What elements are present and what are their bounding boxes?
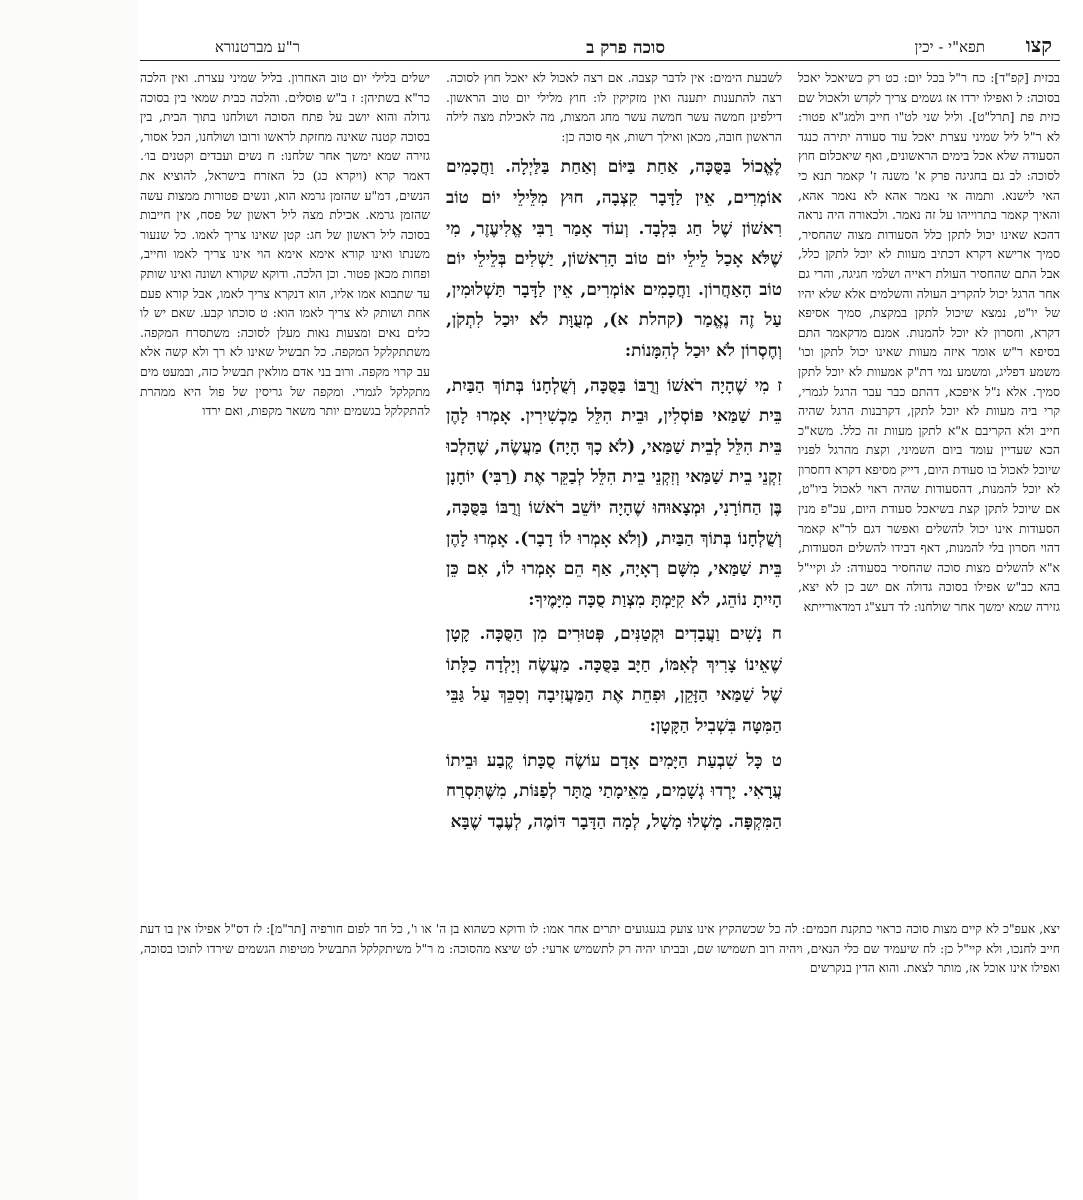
commentary-label-yachin: תפא"י - יכין bbox=[914, 38, 985, 56]
bartenura-intro-text: לשבעת הימים: אין לדבר קצבה. אם רצה לאכול לא יאכל חוץ לסוכה. רצה להתענות יתענה ואין מזקיקין לו: חוץ מלילי יום טוב הראשון. דילפינן חמשה עשר חמשה עשר מחג המצות, מה לאכילת מצה לילה הראשון חובה, מכאן ואילך רשות, אף סוכה כן: bbox=[446, 70, 782, 144]
mishnah-column bbox=[446, 68, 782, 913]
yachin-commentary-column bbox=[798, 68, 1060, 913]
scan-margin bbox=[0, 0, 138, 1200]
page-header bbox=[140, 30, 1060, 61]
text-columns bbox=[140, 68, 1060, 918]
yachin-commentary-text: בכזית [קפ"ד]: כח ר"ל בכל יום: כט רק כשיאכל יאכל בסוכה: ל ואפילו ירדו אז גשמים צריך לקדש ולאכול שם כזית פת [תרל"ט]. וליל שני לט"ו חייב ולמג"א פטור: לא ר"ל ליל שמיני עצרת יאכל עוד סעודה יתירה כנגד הסעודה שלא אכל בימים הראשונים, ואף שיאכלום חוץ לסוכה: לב גם בחגיגה פרק א' משנה ז' קאמר תנא כי האי לישנא. ותמוה אי נאמר אהא לא נאמר אהא, והאיך קאמר בתרוייהו על זה נאמר. ולכאורה היה נראה דהכא שאינו יכול לתקן כלל הסעודות מצוה שהחסיר, סמיך ארישא דקרא דכתיב מעוות לא יוכל לתקן כלל, אבל התם שהחסיר העולת ראייה ושלמי חגיגה, והרי גם אחר הרגל יכול להקריב העולה והשלמים אלא שלא יהיו של יו"ט, נמצא שיכול לתקן במקצת, סמיך אסיפא דקרא, וחסרון לא יוכל להמנות. אמנם מדקאמר התם בסיפא ר"ש אומר איזה מעוות שאינו יכול לתקן וכו' משמע דפליג, ומשמע נמי דת"ק אמעוות לא יוכל לתקן סמיך. אלא נ"ל איפכא, דהתם כבר עבר הרגל לגמרי, קרי ביה מעוות לא יוכל לתקן, דקרבנות הרגל שהיה חייב ולא הקריבם א"א לתקן מעוות זה כלל. משא"כ הכא שעדיין עומד ביום השמיני, וקצת מהרגל לפניו שיוכל לאכול בו סעודת היום, דייק מסיפא דקרא דחסרון לא יוכל להמנות, דהסעודות שהיה ראוי לאכול ביו"ט, אם שיוכל לתקן קצת בשיאכל סעודת היום, עכ"פ מנין הסעודות אינו יכול להשלים ואפשר דגם לר"א קאמר דהוי חסרון בלי להמנות, דאף דבידו להשלים הסעודות, א"א להשלים מצות סוכה שהחסיר בסעודה: לג וקיי"ל בהא כב"ש אפילו בסוכה גדולה אם ישב כן לא יצא, גזירה שמא ימשך אחר שולחנו: לד דעצ"ג דמדאורייתא bbox=[798, 70, 1060, 615]
commentary-label-bartenura: ר"ע מברטנורא bbox=[214, 38, 300, 56]
footnotes-text: יצא, אעפ"כ לא קיים מצות סוכה כראוי כתקנת חכמים: לה כל שכשהקיץ אינו צועק בגעגועים יתרים אחר אמו: לו ודוקא כשהוא בן ה' או ו', כל חד לפום חורפיה [תר"מ]: לז דס"ל אפילו אין בו דעת חייב לחנכו, ולא קיי"ל כן: לח שיעמיד שם כלי הנאים, ויהיה רוב תשמישו שם, ובביתו יהיה רק לתשמיש ארעי: לט שיצא מהסוכה: מ ר"ל משיתקלקל התבשיל מטיפות הגשמים שירדו לתוכו בסוכה, ואפילו אינו אוכל אז, מותר לצאת. והוא הדין בנקרשים bbox=[140, 922, 1060, 976]
tractate-chapter-title: סוכה פרק ב bbox=[586, 38, 665, 58]
footnotes-block bbox=[140, 920, 1060, 979]
folio-number: קצו bbox=[1025, 33, 1052, 57]
mishnah-paragraph: ז מִי שֶׁהָיָה רֹאשׁוֹ וְרֻבּוֹ בַּסֻּכָּה, וְשֻׁלְחָנוֹ בְּתוֹךְ הַבַּיִת, בֵּית שַׁמַּאי פּוֹסְלִין, וּבֵית הִלֵּל מַכְשִׁירִין. אָמְרוּ לָהֶן בֵּית הִלֵּל לְבֵית שַׁמַּאי, (לֹא כָךְ הָיָה) מַעֲשֶׂה, שֶׁהָלְכוּ זִקְנֵי בֵית שַׁמַּאי וְזִקְנֵי בֵית הִלֵּל לְבַקֵּר אֶת (רַבִּי) יוֹחָנָן בֶּן הַחוֹרָנִי, וּמְצָאוּהוּ שֶׁהָיָה יוֹשֵׁב רֹאשׁוֹ וְרֻבּוֹ בַּסֻּכָּה, וְשֻׁלְחָנוֹ בְּתוֹךְ הַבַּיִת, (וְלֹא אָמְרוּ לוֹ דָבָר). אָמְרוּ לָהֶן בֵּית שַׁמַּאי, מִשָּׁם רְאָיָה, אַף הֵם אָמְרוּ לוֹ, אִם כֵּן הָיִיתָ נוֹהֵג, לֹא קִיַּמְתָּ מִצְוַת סֻכָּה מִיָּמֶיךָ: bbox=[446, 375, 782, 610]
bartenura-commentary-column bbox=[140, 68, 430, 913]
bartenura-commentary-text: ישלים בלילי יום טוב האחרון. בליל שמיני עצרת. ואין הלכה כר"א בשתיהן: ז ב"ש פוסלים. והלכה כבית שמאי בין בסוכה גדולה והוא יושב על פתח הסוכה ושולחנו בתוך הבית, בין בסוכה קטנה שאינה מחזקת לראשו ורובו ושולחנו, הכל אסור, גזירה שמא ימשך אחר שלחנו: ח נשים ועבדים וקטנים בו׳. דאמר קרא (ויקרא כג) כל האזרח בישראל, להוציא את הנשים, דמ"ע שהזמן גרמא הוא, ונשים פטורות ממצות עשה שהזמן גרמא. אכילת מצה ליל ראשון של פסח, אין חייבות בסוכה ליל ראשון של חג: קטן שאינו צריך לאמו. כל שנעור משנתו ואינו קורא אימא אימא הוי אינו צריך לאמו וחייב, ופחות מכאן פטור. וכן הלכה. ודוקא שקורא ושונה ואינו שותק עד שתבוא אמו אליו, הוא דנקרא צריך לאמו, אבל קורא פעם אחת ושותק לא צריך לאמו הוא: ט סוכתו קבע. שאם יש לו כלים נאים ומצעות נאות מעלן לסוכה: משתסרח המקפה. משתתקלקל המקפה. כל תבשיל שאינו לא רך ולא קשה אלא עב קרוי מקפה. ורוב בני אדם מולאין תבשיל כזה, ובמעט מים מתקלקל לגמרי. ומקפה של גריסין של פול היא ממהרת להתקלקל בגשמים יותר משאר מקפות, ואם ירדו bbox=[140, 70, 430, 419]
mishnah-paragraph: ח נָשִׁים וַעֲבָדִים וּקְטַנִּים, פְּטוּרִים מִן הַסֻּכָּה. קָטָן שֶׁאֵינוֹ צָרִיךְ לְאִמּוֹ, חַיָּב בַּסֻּכָּה. מַעֲשֶׂה וְיָלְדָה כַלָּתוֹ שֶׁל שַׁמַּאי הַזָּקֵן, וּפִחֵת אֶת הַמַּעֲזִיבָה וְסִכֵּךְ עַל גַּבֵּי הַמִּטָּה בִּשְׁבִיל הַקָּטָן: bbox=[446, 624, 782, 737]
book-page bbox=[140, 30, 1060, 1110]
mishnah-paragraph: לֶאֱכוֹל בַּסֻּכָּה, אַחַת בַּיּוֹם וְאַחַת בַּלַּיְלָה. וַחֲכָמִים אוֹמְרִים, אֵין לַדָּבָר קִצְבָה, חוּץ מִלֵּילֵי יוֹם טוֹב רִאשׁוֹן שֶׁל חַג בִּלְבָד. וְעוֹד אָמַר רַבִּי אֱלִיעֶזֶר, מִי שֶׁלֹּא אָכַל לֵילֵי יוֹם טוֹב הָרִאשׁוֹן, יַשְׁלִים בְּלֵילֵי יוֹם טוֹב הָאַחֲרוֹן. וַחֲכָמִים אוֹמְרִים, אֵין לַדָּבָר תַּשְׁלוּמִין, עַל זֶה נֶאֱמַר (קהלת א), מְעֻוָּת לֹא יוּכַל לִתְקֹן, וְחֶסְרוֹן לֹא יוּכַל לְהִמָּנוֹת: bbox=[446, 157, 782, 361]
mishnah-paragraph: ט כָּל שִׁבְעַת הַיָּמִים אָדָם עוֹשֶׂה סֻכָּתוֹ קֶבַע וּבֵיתוֹ עֲרָאִי. יָרְדוּ גְשָׁמִים, מֵאֵימָתַי מֻתָּר לְפַנּוֹת, מִשֶּׁתִּסְרַח הַמִּקְפָּה. מָשְׁלוּ מָשָׁל, לְמָה הַדָּבָר דּוֹמֶה, לְעֶבֶד שֶׁבָּא bbox=[446, 750, 782, 832]
